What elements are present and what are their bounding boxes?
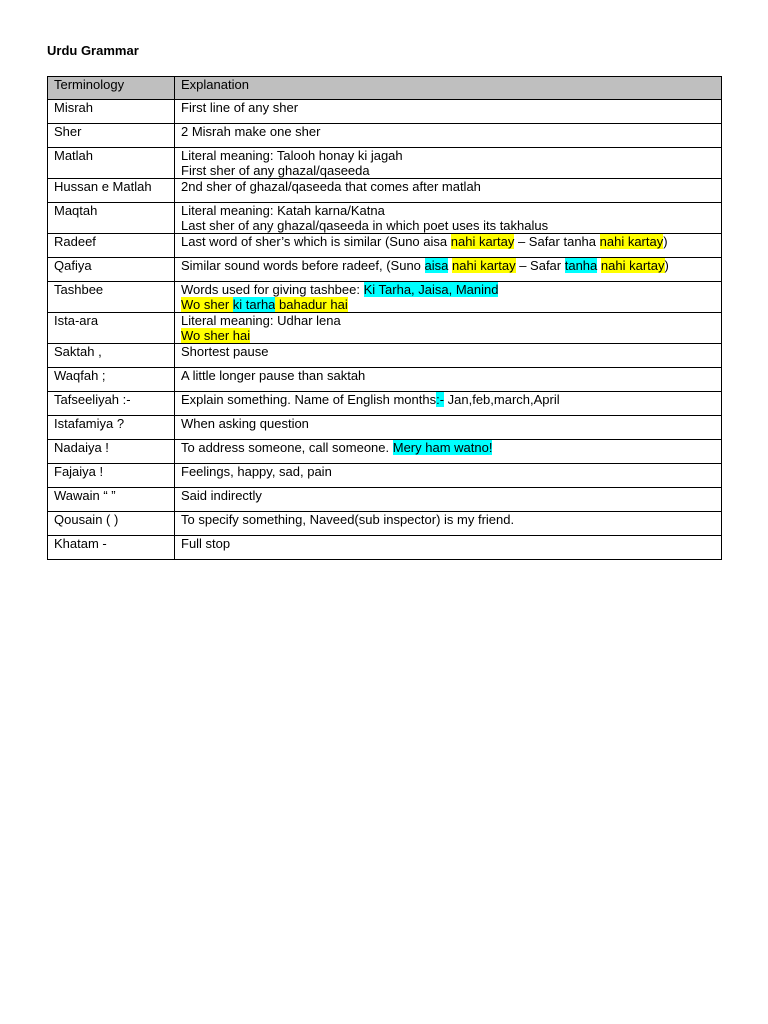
- explanation-line: [181, 218, 715, 233]
- explanation-cell: [175, 313, 722, 344]
- explanation-line: [181, 536, 715, 551]
- explanation-text: ): [664, 258, 669, 273]
- explanation-text: Last word of sher’s which is similar (Suno aisa: [181, 234, 451, 249]
- explanation-line: [181, 163, 715, 178]
- highlighted-text: bahadur hai: [275, 297, 348, 312]
- term-cell: Radeef: [48, 234, 175, 258]
- table-header-row: [48, 77, 722, 100]
- table-row: [48, 344, 722, 368]
- highlighted-text: aisa: [424, 258, 449, 273]
- term-cell: Matlah: [48, 148, 175, 179]
- explanation-line: [181, 203, 715, 218]
- term-cell: Tashbee: [48, 282, 175, 313]
- explanation-line: [181, 392, 715, 407]
- explanation-line: [181, 124, 715, 139]
- explanation-text: Similar sound words before radeef, (Suno: [181, 258, 425, 273]
- term-cell: Nadaiya !: [48, 440, 175, 464]
- term-cell: Hussan e Matlah: [48, 179, 175, 203]
- table-row: [48, 368, 722, 392]
- term-cell: Fajaiya !: [48, 464, 175, 488]
- explanation-line: [181, 464, 715, 479]
- explanation-cell: [175, 416, 722, 440]
- term-cell: Qafiya: [48, 258, 175, 282]
- table-row: [48, 440, 722, 464]
- highlighted-text: :-: [436, 392, 445, 407]
- explanation-text: To address someone, call someone.: [181, 440, 393, 455]
- header-explanation: Explanation: [175, 77, 722, 100]
- explanation-line: [181, 440, 715, 455]
- table-row: [48, 203, 722, 234]
- term-cell: Saktah ,: [48, 344, 175, 368]
- explanation-text: Shortest pause: [181, 344, 269, 359]
- explanation-line: [181, 416, 715, 431]
- highlighted-text: Wo sher hai: [181, 328, 251, 343]
- explanation-line: [181, 258, 715, 273]
- explanation-cell: [175, 488, 722, 512]
- explanation-text: First sher of any ghazal/qaseeda: [181, 163, 370, 178]
- explanation-cell: [175, 440, 722, 464]
- term-cell: Tafseeliyah :-: [48, 392, 175, 416]
- explanation-cell: [175, 234, 722, 258]
- table-row: [48, 313, 722, 344]
- table-row: [48, 148, 722, 179]
- explanation-line: [181, 148, 715, 163]
- explanation-text: Last sher of any ghazal/qaseeda in which poet uses its takhalus: [181, 218, 549, 233]
- explanation-line: [181, 234, 715, 249]
- highlighted-text: ki tarha: [232, 297, 276, 312]
- highlighted-text: nahi kartay: [600, 258, 665, 273]
- explanation-line: [181, 512, 715, 527]
- explanation-cell: [175, 282, 722, 313]
- header-terminology: Terminology: [48, 77, 175, 100]
- explanation-text: Literal meaning: Talooh honay ki jagah: [181, 148, 403, 163]
- explanation-cell: [175, 392, 722, 416]
- explanation-cell: [175, 203, 722, 234]
- explanation-text: When asking question: [181, 416, 309, 431]
- table-row: [48, 464, 722, 488]
- highlighted-text: nahi kartay: [452, 258, 516, 273]
- explanation-line: [181, 368, 715, 383]
- explanation-cell: [175, 179, 722, 203]
- explanation-text: – Safar: [515, 258, 565, 273]
- table-row: [48, 179, 722, 203]
- explanation-text: 2nd sher of ghazal/qaseeda that comes after matlah: [181, 179, 481, 194]
- explanation-cell: [175, 148, 722, 179]
- term-cell: Istafamiya ?: [48, 416, 175, 440]
- term-cell: Sher: [48, 124, 175, 148]
- explanation-line: [181, 313, 715, 328]
- grammar-table: [47, 76, 722, 560]
- explanation-text: Literal meaning: Katah karna/Katna: [181, 203, 385, 218]
- term-cell: Waqfah ;: [48, 368, 175, 392]
- term-cell: Khatam -: [48, 536, 175, 560]
- explanation-text: Words used for giving tashbee:: [181, 282, 364, 297]
- explanation-text: Full stop: [181, 536, 231, 551]
- explanation-line: [181, 488, 715, 503]
- explanation-text: Said indirectly: [181, 488, 262, 503]
- explanation-line: [181, 100, 715, 115]
- explanation-cell: [175, 464, 722, 488]
- explanation-cell: [175, 536, 722, 560]
- explanation-line: [181, 179, 715, 194]
- explanation-cell: [175, 124, 722, 148]
- term-cell: Misrah: [48, 100, 175, 124]
- highlighted-text: nahi kartay: [599, 234, 664, 249]
- term-cell: Qousain ( ): [48, 512, 175, 536]
- explanation-text: 2 Misrah make one sher: [181, 124, 321, 139]
- explanation-line: [181, 282, 715, 297]
- table-row: [48, 234, 722, 258]
- table-row: [48, 392, 722, 416]
- explanation-text: Jan,feb,march,April: [444, 392, 560, 407]
- table-row: [48, 488, 722, 512]
- explanation-text: Explain something. Name of English months: [181, 392, 437, 407]
- highlighted-text: nahi kartay: [450, 234, 515, 249]
- table-row: [48, 282, 722, 313]
- table-row: [48, 512, 722, 536]
- explanation-cell: [175, 368, 722, 392]
- explanation-text: Feelings, happy, sad, pain: [181, 464, 332, 479]
- highlighted-text: Ki Tarha, Jaisa, Manind: [363, 282, 499, 297]
- term-cell: Maqtah: [48, 203, 175, 234]
- term-cell: Wawain “ ”: [48, 488, 175, 512]
- document-title: Urdu Grammar: [47, 43, 139, 58]
- explanation-text: To specify something, Naveed(sub inspector) is my friend.: [181, 512, 515, 527]
- highlighted-text: Mery ham watno!: [392, 440, 493, 455]
- explanation-cell: [175, 258, 722, 282]
- highlighted-text: tanha: [564, 258, 598, 273]
- term-cell: Ista-ara: [48, 313, 175, 344]
- highlighted-text: Wo sher: [181, 297, 233, 312]
- table-row: [48, 124, 722, 148]
- explanation-cell: [175, 344, 722, 368]
- table-body: [48, 100, 722, 560]
- explanation-text: – Safar tanha: [514, 234, 600, 249]
- explanation-text: Literal meaning: Udhar lena: [181, 313, 341, 328]
- table-row: [48, 100, 722, 124]
- explanation-text: First line of any sher: [181, 100, 299, 115]
- explanation-cell: [175, 100, 722, 124]
- explanation-text: A little longer pause than saktah: [181, 368, 366, 383]
- explanation-cell: [175, 512, 722, 536]
- explanation-text: ): [663, 234, 668, 249]
- table-row: [48, 258, 722, 282]
- table-row: [48, 416, 722, 440]
- explanation-line: [181, 344, 715, 359]
- table-row: [48, 536, 722, 560]
- explanation-line: [181, 328, 715, 343]
- explanation-line: [181, 297, 715, 312]
